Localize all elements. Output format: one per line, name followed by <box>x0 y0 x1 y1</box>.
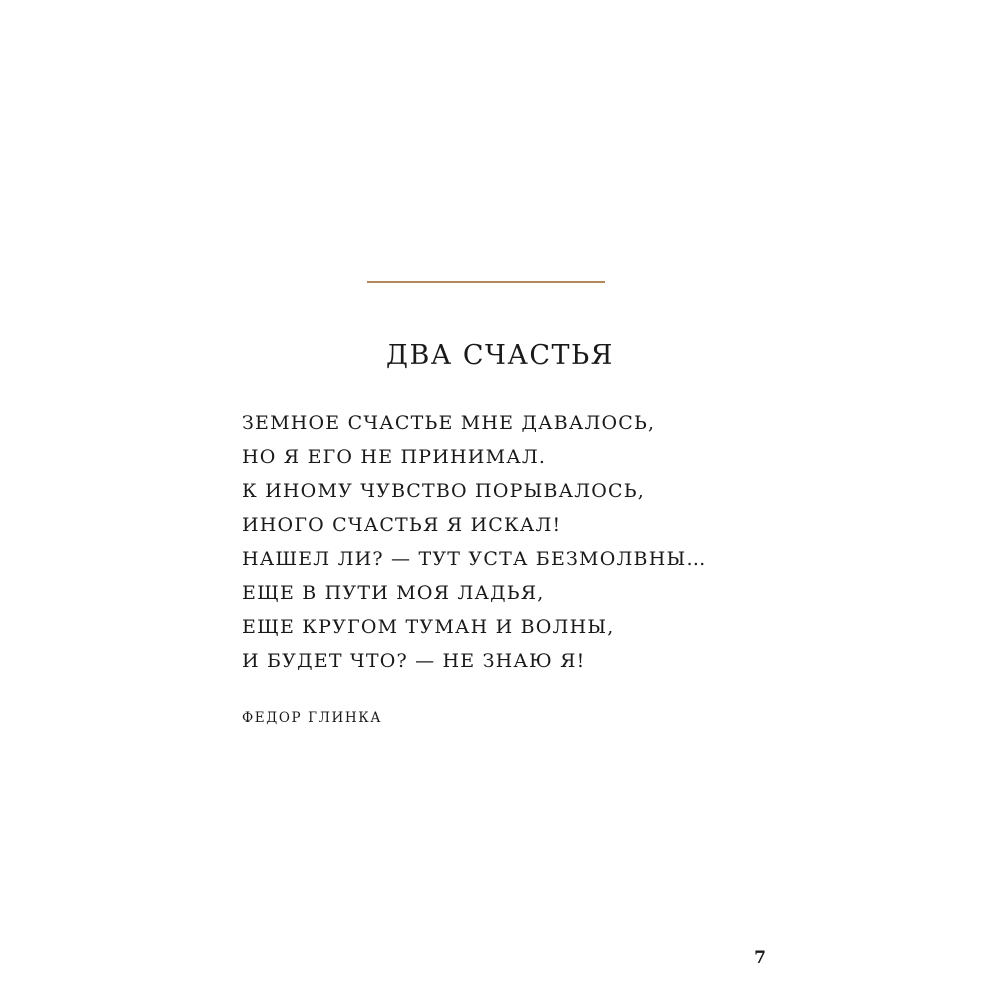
poem-line: ЕЩЕ КРУГОМ ТУМАН И ВОЛНЫ, <box>242 616 615 638</box>
page-number: 7 <box>754 948 766 968</box>
poem-author: ФЕДОР ГЛИНКА <box>242 710 383 726</box>
poem-line: НО Я ЕГО НЕ ПРИНИМАЛ. <box>242 446 547 468</box>
poem-line: К ИНОМУ ЧУВСТВО ПОРЫВАЛОСЬ, <box>242 480 646 502</box>
poem-body <box>242 406 707 678</box>
poem-line: ЗЕМНОЕ СЧАСТЬЕ МНЕ ДАВАЛОСЬ, <box>242 412 656 434</box>
poem-line: ЕЩЕ В ПУТИ МОЯ ЛАДЬЯ, <box>242 582 545 604</box>
poem-line: НАШЕЛ ЛИ? — ТУТ УСТА БЕЗМОЛВНЫ… <box>242 548 707 570</box>
poem-line: ИНОГО СЧАСТЬЯ Я ИСКАЛ! <box>242 514 562 536</box>
decorative-rule <box>367 281 605 283</box>
poem-line: И БУДЕТ ЧТО? — НЕ ЗНАЮ Я! <box>242 650 586 672</box>
poem-title: ДВА СЧАСТЬЯ <box>386 340 614 371</box>
